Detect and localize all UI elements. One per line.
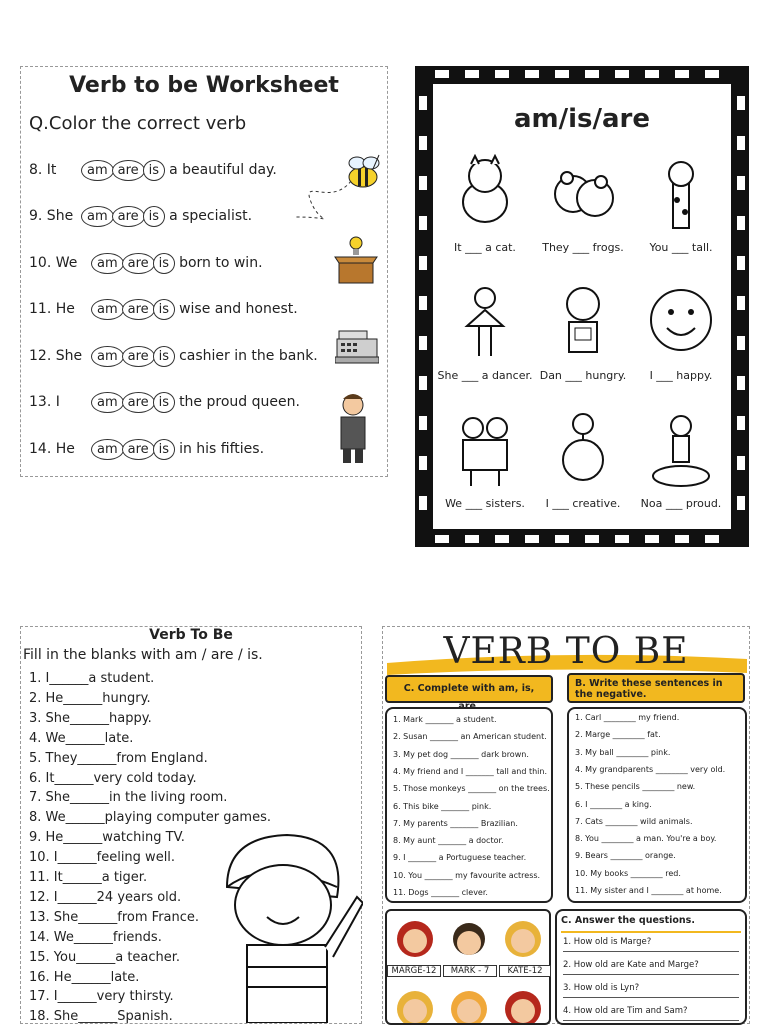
verb-option-are[interactable]: are bbox=[122, 439, 155, 460]
cash-register-icon bbox=[335, 327, 379, 365]
row-completion: a beautiful day. bbox=[169, 162, 277, 178]
picture-cell bbox=[535, 282, 631, 382]
fill-blank-item: 17. I______very thirsty. bbox=[29, 989, 174, 1005]
cell-sentence: It ___ a cat. bbox=[454, 241, 516, 254]
row-subject: 12. She bbox=[29, 348, 83, 364]
name-tag: KATE-12 bbox=[499, 965, 551, 977]
fill-blank-item: 4. We______late. bbox=[29, 730, 134, 746]
question-item: 4. How old are Tim and Sam? bbox=[563, 1006, 688, 1016]
picture-cell bbox=[633, 410, 729, 510]
verb-option-am[interactable]: am bbox=[91, 299, 124, 320]
questions-box bbox=[555, 909, 747, 1025]
frogs-icon bbox=[551, 154, 615, 232]
verb-options bbox=[91, 439, 173, 460]
picture-cell bbox=[633, 282, 729, 382]
row-completion: a specialist. bbox=[169, 208, 253, 224]
picture-cell bbox=[437, 282, 533, 382]
verb-row bbox=[29, 343, 318, 369]
verb-options bbox=[91, 392, 173, 413]
fill-blank-item: 8. We______playing computer games. bbox=[29, 810, 271, 826]
complete-item: 4. My friend and I _______ tall and thin. bbox=[393, 766, 547, 776]
fill-blank-item: 16. He______late. bbox=[29, 969, 140, 985]
fill-blank-item: 18. She______Spanish. bbox=[29, 1009, 173, 1025]
row-completion: wise and honest. bbox=[179, 301, 298, 317]
verb-option-am[interactable]: am bbox=[91, 439, 124, 460]
name-tag: MARGE-12 bbox=[387, 965, 441, 977]
girl-face-icon bbox=[391, 983, 439, 1023]
cell-sentence: We ___ sisters. bbox=[445, 497, 525, 510]
negative-item: 5. These pencils ________ new. bbox=[575, 782, 696, 792]
fill-blank-item: 3. She______happy. bbox=[29, 710, 152, 726]
faces-box bbox=[385, 909, 551, 1025]
question-item: 2. How old are Kate and Marge? bbox=[563, 960, 699, 970]
boy-face-icon bbox=[445, 913, 493, 961]
verb-option-is[interactable]: is bbox=[143, 160, 165, 181]
complete-item: 5. Those monkeys _______ on the trees. bbox=[393, 784, 550, 794]
picture-cell bbox=[437, 410, 533, 510]
verb-option-is[interactable]: is bbox=[153, 346, 175, 367]
verb-option-are[interactable]: are bbox=[122, 299, 155, 320]
cell-sentence: They ___ frogs. bbox=[542, 241, 624, 254]
verb-option-is[interactable]: is bbox=[153, 392, 175, 413]
complete-item: 7. My parents _______ Brazilian. bbox=[393, 818, 518, 828]
section-negative-header: B. Write these sentences in the negative. bbox=[567, 673, 745, 703]
cell-sentence: I ___ happy. bbox=[649, 369, 713, 382]
giraffe-icon bbox=[649, 154, 713, 232]
negative-item: 8. You ________ a man. You're a boy. bbox=[575, 834, 717, 844]
picture-cell bbox=[633, 154, 729, 254]
picture-cell bbox=[535, 410, 631, 510]
man-icon bbox=[333, 389, 373, 465]
verb-option-are[interactable]: are bbox=[122, 253, 155, 274]
verb-options bbox=[81, 206, 163, 227]
complete-item: 9. I _______ a Portuguese teacher. bbox=[393, 853, 527, 863]
negative-item: 4. My grandparents ________ very old. bbox=[575, 764, 726, 774]
fill-blank-item: 14. We______friends. bbox=[29, 929, 162, 945]
verb-option-am[interactable]: am bbox=[91, 392, 124, 413]
fill-blank-item: 7. She______in the living room. bbox=[29, 790, 228, 806]
dotted-flight-path bbox=[291, 177, 361, 222]
worksheet-title: VERB TO BE bbox=[443, 631, 689, 672]
name-tag: MARK - 7 bbox=[443, 965, 497, 977]
negative-item: 2. Marge ________ fat. bbox=[575, 730, 661, 740]
girl-face-icon bbox=[445, 983, 493, 1023]
fill-blank-item: 15. You______a teacher. bbox=[29, 949, 181, 965]
answer-line[interactable] bbox=[563, 951, 739, 952]
cell-sentence: You ___ tall. bbox=[649, 241, 713, 254]
verb-row bbox=[29, 157, 277, 183]
worksheet-title: Verb to be Worksheet bbox=[69, 73, 339, 98]
row-completion: the proud queen. bbox=[179, 394, 300, 410]
worksheet-inner bbox=[431, 82, 733, 531]
section-complete-header: C. Complete with am, is, bbox=[385, 675, 553, 703]
verb-row bbox=[29, 250, 263, 276]
row-subject: 10. We bbox=[29, 255, 78, 271]
idea-girl-icon bbox=[551, 410, 615, 488]
cell-sentence: She ___ a dancer. bbox=[437, 369, 533, 382]
row-completion: cashier in the bank. bbox=[179, 348, 318, 364]
verb-option-am[interactable]: am bbox=[91, 346, 124, 367]
verb-option-are[interactable]: are bbox=[122, 392, 155, 413]
verb-row bbox=[29, 203, 252, 229]
negative-item: 6. I ________ a king. bbox=[575, 799, 652, 809]
fill-blank-item: 13. She______from France. bbox=[29, 909, 200, 925]
fill-blank-item: 10. I______feeling well. bbox=[29, 850, 176, 866]
question-item: 3. How old is Lyn? bbox=[563, 983, 640, 993]
negative-item: 1. Carl ________ my friend. bbox=[575, 713, 680, 722]
complete-list-box bbox=[385, 707, 553, 903]
answer-line[interactable] bbox=[563, 1020, 739, 1021]
worksheet-title: am/is/are bbox=[513, 104, 651, 134]
cell-sentence: I ___ creative. bbox=[545, 497, 621, 510]
picture-cell bbox=[437, 154, 533, 254]
section-questions-header: C. Answer the questions. bbox=[561, 915, 741, 933]
fill-blank-item: 9. He______watching TV. bbox=[29, 830, 185, 846]
answer-line[interactable] bbox=[563, 974, 739, 975]
complete-item: 1. Mark _______ a student. bbox=[393, 715, 497, 724]
picture-cell bbox=[535, 154, 631, 254]
worksheet-fill-blanks bbox=[20, 626, 362, 1024]
girl-face-icon bbox=[499, 983, 547, 1023]
row-subject: 11. He bbox=[29, 301, 75, 317]
verb-option-are[interactable]: are bbox=[112, 160, 145, 181]
verb-row bbox=[29, 436, 264, 462]
fill-blank-item: 12. I______24 years old. bbox=[29, 889, 182, 905]
cell-sentence: Dan ___ hungry. bbox=[539, 369, 627, 382]
verb-options bbox=[91, 253, 173, 274]
dancer-icon bbox=[453, 282, 517, 360]
verb-option-are[interactable]: are bbox=[122, 346, 155, 367]
row-completion: in his fifties. bbox=[179, 441, 265, 457]
box-bulb-icon bbox=[333, 233, 379, 287]
sisters-icon bbox=[453, 410, 517, 488]
negative-list-box bbox=[567, 707, 747, 903]
verb-option-is[interactable]: is bbox=[153, 299, 175, 320]
fill-blank-item: 11. It______a tiger. bbox=[29, 870, 148, 885]
boy-icon bbox=[551, 282, 615, 360]
answer-line[interactable] bbox=[563, 997, 739, 998]
fill-blank-item: 2. He______hungry. bbox=[29, 690, 151, 706]
row-subject: 13. I bbox=[29, 394, 60, 410]
proud-girl-icon bbox=[649, 410, 713, 488]
verb-options bbox=[81, 160, 163, 181]
cell-sentence: Noa ___ proud. bbox=[640, 497, 722, 510]
row-subject: 14. He bbox=[29, 441, 75, 457]
verb-option-is[interactable]: is bbox=[143, 206, 165, 227]
verb-option-are[interactable]: are bbox=[112, 206, 145, 227]
negative-item: 9. Bears ________ orange. bbox=[575, 851, 676, 861]
verb-row bbox=[29, 296, 298, 322]
complete-item: 10. You _______ my favourite actress. bbox=[393, 870, 541, 880]
worksheet-verb-to-be bbox=[382, 626, 750, 1024]
boy-illustration-icon bbox=[207, 827, 363, 1023]
row-subject: 9. She bbox=[29, 208, 74, 224]
verb-option-am[interactable]: am bbox=[81, 160, 114, 181]
cat-icon bbox=[453, 154, 517, 232]
verb-option-is[interactable]: is bbox=[153, 439, 175, 460]
worksheet-title: Verb To Be bbox=[149, 627, 233, 643]
complete-item: 11. Dogs _______ clever. bbox=[393, 888, 488, 897]
negative-item: 3. My ball ________ pink. bbox=[575, 747, 671, 757]
row-completion: born to win. bbox=[179, 255, 263, 271]
girl-face-icon bbox=[391, 913, 439, 961]
verb-row bbox=[29, 389, 300, 415]
negative-item: 11. My sister and I ________ at home. bbox=[575, 886, 722, 895]
verb-option-am[interactable]: am bbox=[91, 253, 124, 274]
question-item: 1. How old is Marge? bbox=[563, 937, 652, 947]
worksheet-question: Q.Color the correct verb bbox=[29, 113, 247, 134]
blonde-girl-face-icon bbox=[499, 913, 547, 961]
verb-options bbox=[91, 299, 173, 320]
complete-item: 6. This bike _______ pink. bbox=[393, 801, 492, 811]
complete-item: 8. My aunt _______ a doctor. bbox=[393, 836, 504, 846]
fill-blank-item: 5. They______from England. bbox=[29, 750, 208, 766]
smiley-face-icon bbox=[649, 282, 713, 360]
negative-item: 10. My books ________ red. bbox=[575, 868, 681, 878]
verb-options bbox=[91, 346, 173, 367]
complete-item: 2. Susan _______ an American student. bbox=[393, 732, 547, 742]
worksheet-am-is-are-frame bbox=[415, 66, 749, 547]
row-subject: 8. It bbox=[29, 162, 57, 178]
worksheet-color-verb bbox=[20, 66, 388, 477]
complete-item: 3. My pet dog _______ dark brown. bbox=[393, 749, 529, 759]
negative-item: 7. Cats ________ wild animals. bbox=[575, 816, 693, 826]
verb-option-is[interactable]: is bbox=[153, 253, 175, 274]
worksheet-instruction: Fill in the blanks with am / are / is. bbox=[23, 647, 263, 663]
verb-option-am[interactable]: am bbox=[81, 206, 114, 227]
fill-blank-item: 1. I______a student. bbox=[29, 671, 155, 686]
fill-blank-item: 6. It______very cold today. bbox=[29, 770, 197, 786]
